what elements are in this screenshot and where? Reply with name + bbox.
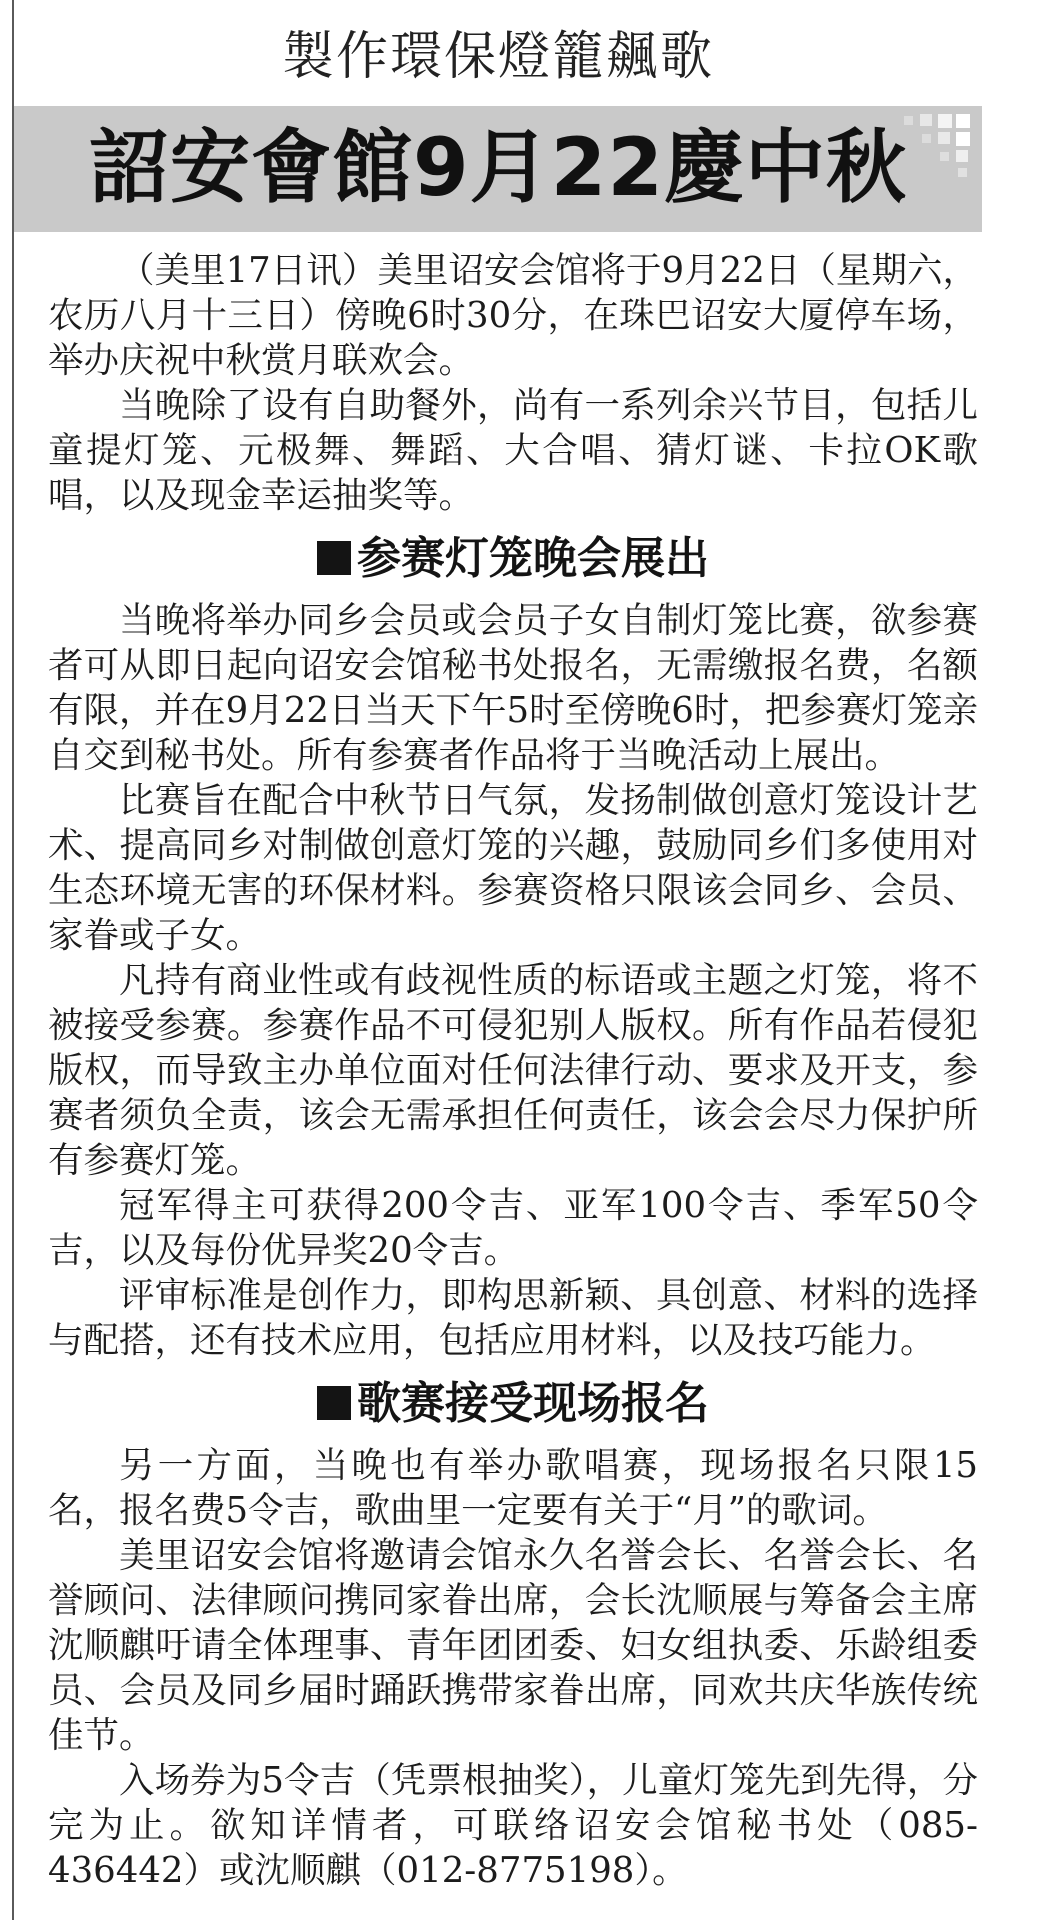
square-bullet-icon bbox=[317, 1386, 351, 1420]
section-heading-text: 参赛灯笼晚会展出 bbox=[357, 533, 709, 584]
body-paragraph: 比赛旨在配合中秋节日气氛，发扬制做创意灯笼设计艺术、提高同乡对制做创意灯笼的兴趣，鼓励同乡们多使用对生态环境无害的环保材料。参赛资格只限该会同乡、会员、家眷或子女。 bbox=[48, 780, 978, 956]
square-bullet-icon bbox=[317, 541, 351, 575]
body-paragraph: 另一方面，当晚也有举办歌唱赛，现场报名只限15名，报名费5令吉，歌曲里一定要有关于“月”的歌词。 bbox=[48, 1445, 978, 1531]
section-heading-singing bbox=[48, 1379, 978, 1429]
section-heading-lantern bbox=[48, 534, 978, 584]
article-kicker: 製作環保燈籠飆歌 bbox=[281, 27, 714, 87]
article-headline: 詔安會館9月22慶中秋 bbox=[89, 121, 907, 214]
intro-paragraph: 当晚除了设有自助餐外，尚有一系列余兴节目，包括儿童提灯笼、元极舞、舞蹈、大合唱、猜灯谜、卡拉OK歌唱，以及现金幸运抽奖等。 bbox=[48, 385, 978, 516]
body-paragraph: 美里诏安会馆将邀请会馆永久名誉会长、名誉会长、名誉顾问、法律顾问携同家眷出席，会长沈顺展与筹备会主席沈顺麒吁请全体理事、青年团团委、妇女组执委、乐龄组委员、会员及同乡届时踊跃携带家眷出席，同欢共庆华族传统佳节。 bbox=[48, 1535, 978, 1756]
body-paragraph: 凡持有商业性或有歧视性质的标语或主题之灯笼，将不被接受参赛。参赛作品不可侵犯别人版权。所有作品若侵犯版权，而导致主办单位面对任何法律行动、要求及开支，参赛者须负全责，该会无需承担任何责任，该会会尽力保护所有参赛灯笼。 bbox=[48, 960, 978, 1181]
section-heading-text: 歌赛接受现场报名 bbox=[357, 1378, 709, 1429]
decorative-dots-icon bbox=[900, 110, 980, 190]
body-paragraph: 冠军得主可获得200令吉、亚军100令吉、季军50令吉，以及每份优异奖20令吉。 bbox=[48, 1185, 978, 1271]
headline-band bbox=[14, 106, 982, 232]
intro-paragraph: （美里17日讯）美里诏安会馆将于9月22日（星期六，农历八月十三日）傍晚6时30分，在珠巴诏安大厦停车场，举办庆祝中秋赏月联欢会。 bbox=[48, 250, 978, 381]
article-body bbox=[48, 248, 978, 1893]
body-paragraph: 当晚将举办同乡会员或会员子女自制灯笼比赛，欲参赛者可从即日起向诏安会馆秘书处报名，无需缴报名费，名额有限，并在9月22日当天下午5时至傍晚6时，把参赛灯笼亲自交到秘书处。所有参赛者作品将于当晚活动上展出。 bbox=[48, 600, 978, 776]
body-paragraph: 评审标准是创作力，即构思新颖、具创意、材料的选择与配搭，还有技术应用，包括应用材料，以及技巧能力。 bbox=[48, 1275, 978, 1361]
body-paragraph: 入场券为5令吉（凭票根抽奖），儿童灯笼先到先得，分完为止。欲知详情者，可联络诏安会馆秘书处（085-436442）或沈顺麒（012-8775198）。 bbox=[48, 1760, 978, 1891]
